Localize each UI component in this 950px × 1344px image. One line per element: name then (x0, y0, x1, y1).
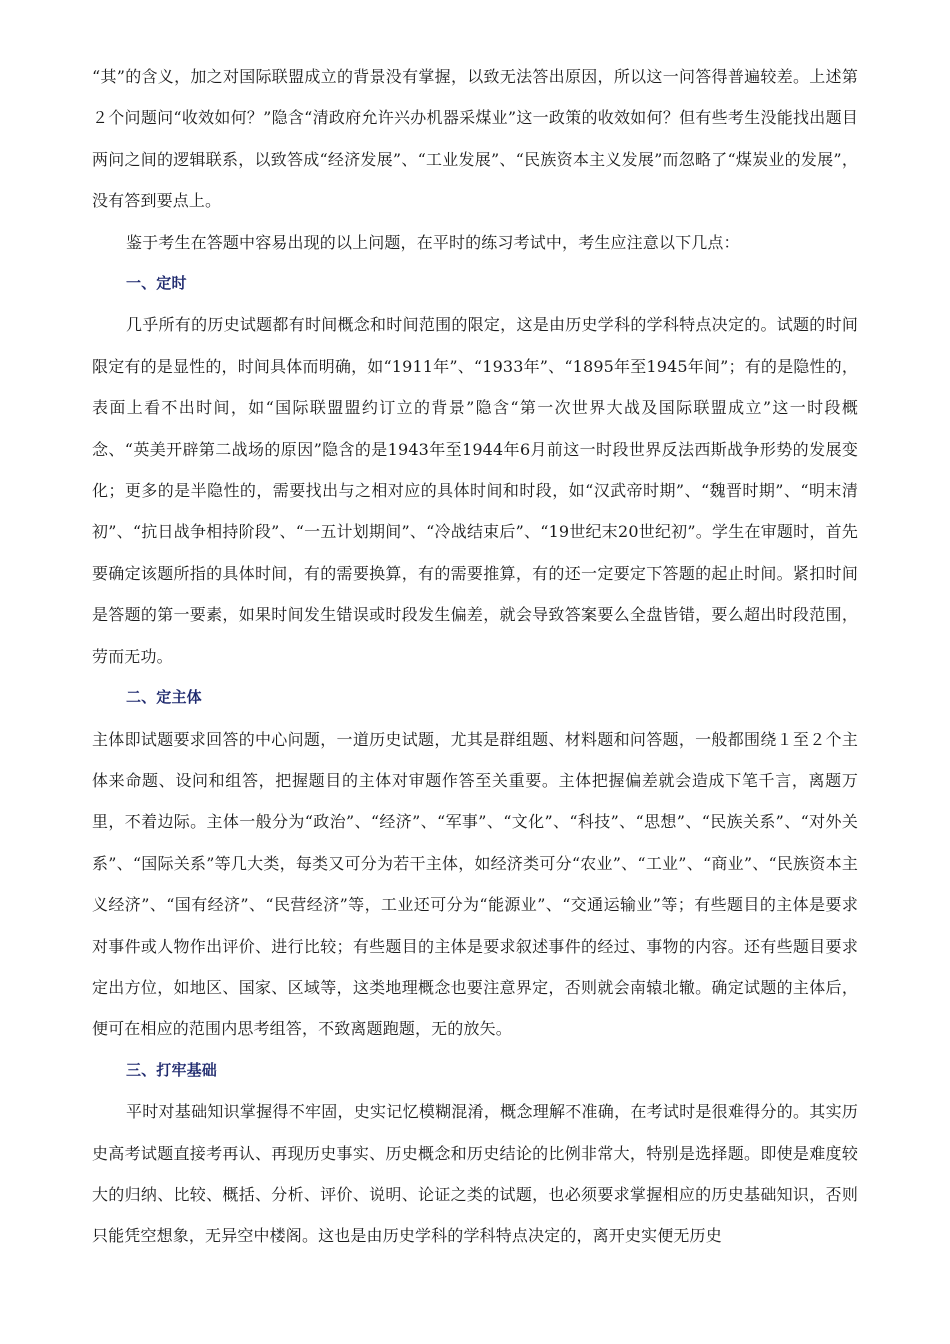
paragraph-lead-in: 鉴于考生在答题中容易出现的以上问题，在平时的练习考试中，考生应注意以下几点： (126, 232, 740, 252)
paragraph-timing: 几乎所有的历史试题都有时间概念和时间范围的限定，这是由历史学科的学科特点决定的。试题的时间限定有的是显性的，时间具体而明确，如“1911年”、“1933年”、“1895年至1945年间”；有的是隐性的，表面上看不出时间，如“国际联盟盟约订立的背景”隐含“第一次世界大战及国际联盟成立”这一时段概念、“英美开辟第二战场的原因”隐含的是1943年至1944年6月前这一时段世界反法西斯战争形势的发展变化；更多的是半隐性的，需要找出与之相对应的具体时间和时段，如“汉武帝时期”、“魏晋时期”、“明末清初”、“抗日战争相持阶段”、“一五计划期间”、“冷战结束后”、“19世纪末20世纪初”。学生在审题时，首先要确定该题所指的具体时间，有的需要换算，有的需要推算，有的还一定要定下答题的起止时间。紧扣时间是答题的第一要素，如果时间发生错误或时段发生偏差，就会导致答案要么全盘皆错，要么超出时段范围，劳而无功。 (92, 315, 858, 666)
paragraph-foundation: 平时对基础知识掌握得不牢固，史实记忆模糊混淆，概念理解不准确，在考试时是很难得分的。其实历史高考试题直接考再认、再现历史事实、历史概念和历史结论的比例非常大，特别是选择题。即使是难度较大的归纳、比较、概括、分析、评价、说明、论证之类的试题，也必须要求掌握相应的历史基础知识，否则只能凭空想象，无异空中楼阁。这也是由历史学科的学科特点决定的，离开史实便无历史 (92, 1102, 858, 1246)
section-heading-foundation: 三、打牢基础 (126, 1060, 217, 1079)
paragraph-subject: 主体即试题要求回答的中心问题，一道历史试题，尤其是群组题、材料题和问答题，一般都围绕１至２个主体来命题、设问和组答，把握题目的主体对审题作答至关重要。主体把握偏差就会造成下笔千言，离题万里，不着边际。主体一般分为“政治”、“经济”、“军事”、“文化”、“科技”、“思想”、“民族关系”、“对外关系”、“国际关系”等几大类，每类又可分为若干主体，如经济类可分“农业”、“工业”、“商业”、“民族资本主义经济”、“国有经济”、“民营经济”等，工业还可分为“能源业”、“交通运输业”等；有些题目的主体是要求对事件或人物作出评价、进行比较；有些题目的主体是要求叙述事件的经过、事物的内容。还有些题目要求定出方位，如地区、国家、区域等，这类地理概念也要注意界定，否则就会南辕北辙。确定试题的主体后，便可在相应的范围内思考组答，不致离题跑题，无的放矢。 (92, 729, 858, 1039)
section-heading-subject: 二、定主体 (126, 688, 202, 707)
paragraph-intro-continuation: “其”的含义，加之对国际联盟成立的背景没有掌握，以致无法答出原因，所以这一问答得普遍较差。上述第２个问题问“收效如何？”隐含“清政府允许兴办机器采煤业”这一政策的收效如何？但有些考生没能找出题目两问之间的逻辑联系，以致答成“经济发展”、“工业发展”、“民族资本主义发展”而忽略了“煤炭业的发展”，没有答到要点上。 (92, 67, 858, 211)
section-heading-timing: 一、定时 (126, 274, 187, 293)
